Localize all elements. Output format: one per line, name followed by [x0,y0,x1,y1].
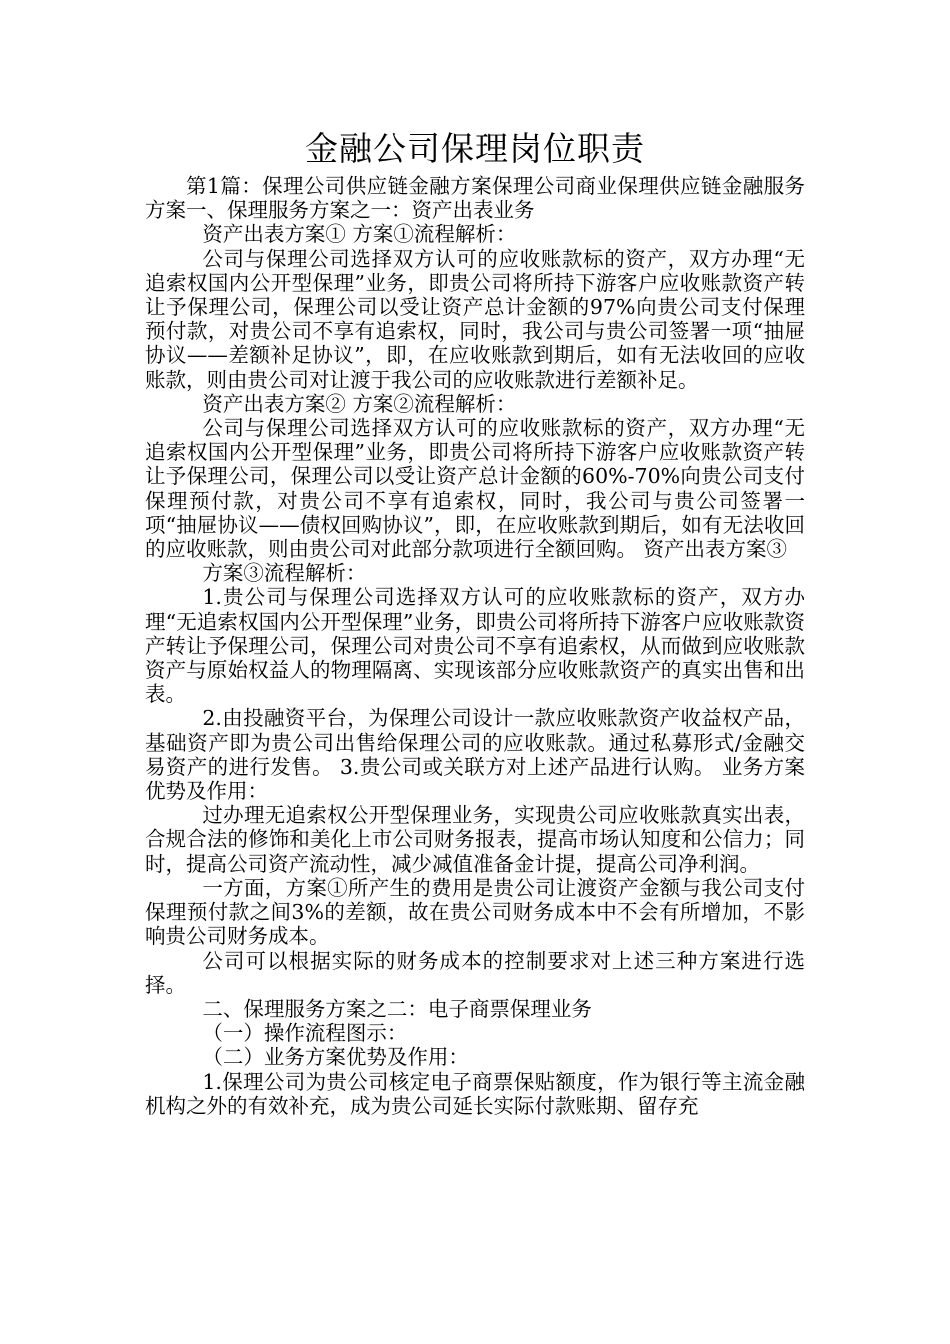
paragraph-scheme-2-heading: 资产出表方案② 方案②流程解析： [202,391,517,416]
paragraph-choice: 公司可以根据实际的财务成本的控制要求对上述三种方案进行选择。 [145,948,805,997]
paragraph-scheme-3-step-2: 2.由投融资平台，为保理公司设计一款应收账款资产收益权产品，基础资产即为贵公司出售给保理公司的应收账款。通过私募形式/金融交易资产的进行发售。 3.贵公司或关联方对上述产品进行认购。 业务方案优势及作用： [145,706,805,804]
subsection-process: （一）操作流程图示： [202,1021,408,1046]
paragraph-scheme-3-step-1: 1.贵公司与保理公司选择双方认可的应收账款标的资产，双方办理“无追索权国内公开型保理”业务，即贵公司将所持下游客户应收账款资产转让予保理公司，保理公司对贵公司不享有追索权，从而做到应收账款资产与原始权益人的物理隔离、实现该部分应收账款资产的真实出售和出表。 [145,585,805,707]
paragraph-cost: 一方面，方案①所产生的费用是贵公司让渡资产金额与我公司支付保理预付款之间3%的差额，故在贵公司财务成本中不会有所增加，不影响贵公司财务成本。 [145,875,805,949]
paragraph-scheme-2-body: 公司与保理公司选择双方认可的应收账款标的资产，双方办理“无追索权国内公开型保理”业务，即贵公司将所持下游客户应收账款资产转让予保理公司，保理公司以受让资产总计金额的60%-70%向贵公司支付保理预付款，对贵公司不享有追索权，同时，我公司与贵公司签署一项“抽屉协议——债权回购协议”，即，在应收账款到期后，如有无法收回的应收账款，则由贵公司对此部分款项进行全额回购。 资产出表方案③ [145,416,805,562]
document-page [145,126,805,1118]
paragraph-intro: 第1篇：保理公司供应链金融方案保理公司商业保理供应链金融服务方案一、保理服务方案之一：资产出表业务 [145,174,805,223]
paragraph-ecommercial-bill: 1.保理公司为贵公司核定电子商票保贴额度，作为银行等主流金融机构之外的有效补充，成为贵公司延长实际付款账期、留存充 [145,1069,805,1118]
subsection-advantages: （二）业务方案优势及作用： [202,1045,469,1070]
paragraph-advantages: 过办理无追索权公开型保理业务，实现贵公司应收账款真实出表，合规合法的修饰和美化上市公司财务报表，提高市场认知度和公信力；同时，提高公司资产流动性，减少减值准备金计提，提高公司净利润。 [145,803,805,876]
section-heading-2: 二、保理服务方案之二：电子商票保理业务 [202,996,592,1021]
paragraph-scheme-1-body: 公司与保理公司选择双方认可的应收账款标的资产，双方办理“无追索权国内公开型保理”业务，即贵公司将所持下游客户应收账款资产转让予保理公司，保理公司以受让资产总计金额的97%向贵公司支付保理预付款，对贵公司不享有追索权，同时，我公司与贵公司签署一项“抽屉协议——差额补足协议”，即，在应收账款到期后，如有无法收回的应收账款，则由贵公司对让渡于我公司的应收账款进行差额补足。 [145,246,805,392]
document-title: 金融公司保理岗位职责 [305,129,645,168]
paragraph-scheme-3-heading: 方案③流程解析： [202,561,367,586]
paragraph-scheme-1-heading: 资产出表方案① 方案①流程解析： [202,222,517,247]
